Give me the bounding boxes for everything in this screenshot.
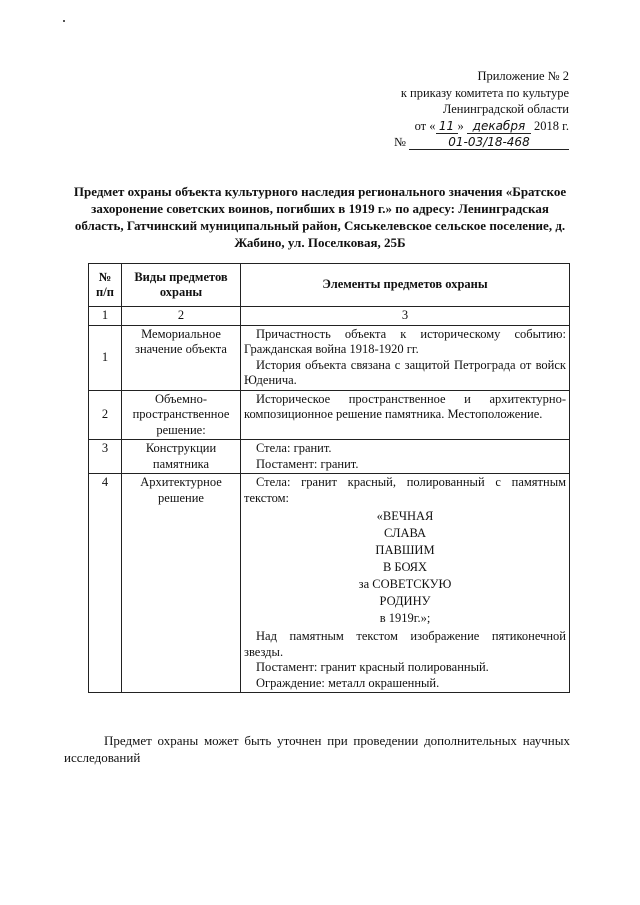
appendix-number: Приложение № 2 xyxy=(477,69,569,83)
table-row xyxy=(89,390,570,440)
row-elements: Историческое пространственное и архитектурно-композиционное решение памятника. Местоположение. xyxy=(241,390,570,440)
table-row xyxy=(89,440,570,474)
numbering-cell: 3 xyxy=(241,307,570,326)
numbering-cell: 1 xyxy=(89,307,122,326)
numbering-cell: 2 xyxy=(122,307,241,326)
header-kind: Виды предметов охраны xyxy=(122,264,241,307)
table-header-row xyxy=(89,264,570,307)
row-num: 3 xyxy=(89,440,122,474)
row-elements: Стела: гранит. Постамент: гранит. xyxy=(241,440,570,474)
row-kind: Архитектурное решение xyxy=(122,474,241,693)
approval-block xyxy=(349,68,569,151)
row-num: 4 xyxy=(89,474,122,693)
date-day: 11 xyxy=(436,120,458,134)
row-num: 1 xyxy=(89,325,122,390)
row-num: 2 xyxy=(89,390,122,440)
date-month: декабря xyxy=(467,120,531,134)
appendix-order: к приказу комитета по культуре xyxy=(400,85,569,100)
row-kind: Конструкции памятника xyxy=(122,440,241,474)
closing-note: Предмет охраны может быть уточнен при проведении дополнительных научных исследований xyxy=(64,733,570,765)
appendix-doc-number: № 01-03/18-468 xyxy=(349,134,569,151)
header-num: № п/п xyxy=(89,264,122,307)
table-row xyxy=(89,325,570,390)
appendix-date: от « 11 » декабря 2018 г. xyxy=(414,118,569,133)
header-elements: Элементы предметов охраны xyxy=(241,264,570,307)
table-row xyxy=(89,474,570,693)
scan-speck xyxy=(63,20,65,22)
doc-number: 01-03/18-468 xyxy=(409,136,569,150)
protection-table xyxy=(88,263,570,693)
table-numbering-row xyxy=(89,307,570,326)
row-kind: Объемно-пространственное решение: xyxy=(122,390,241,440)
appendix-region: Ленинградской области xyxy=(442,102,569,116)
memorial-inscription: «ВЕЧНАЯ СЛАВА ПАВШИМ В БОЯХ за СОВЕТСКУЮ РОДИНУ в 1919г.»; xyxy=(358,509,452,625)
row-elements: Причастность объекта к историческому событию: Гражданская война 1918-1920 гг. История объекта связана с защитой Петрограда от войск Юденича. xyxy=(241,325,570,390)
row-elements: Стела: гранит красный, полированный с памятным текстом: «ВЕЧНАЯ СЛАВА ПАВШИМ В БОЯХ за СОВЕТСКУЮ РОДИНУ в 1919г.»; Над памятным текстом изображение пятиконечной звезды. Постамент: гранит красный полированный. Ограждение: металл окрашенный. xyxy=(241,474,570,693)
row-kind: Мемориальное значение объекта xyxy=(122,325,241,390)
document-title: Предмет охраны объекта культурного наследия регионального значения «Братское захоронение советских воинов, погибших в 1919 г.» по адресу: Ленинградская область, Гатчинский муниципальный район, Сяськелевское сельское поселение, д. Жабино, ул. Поселковая, 25Б xyxy=(73,184,567,250)
